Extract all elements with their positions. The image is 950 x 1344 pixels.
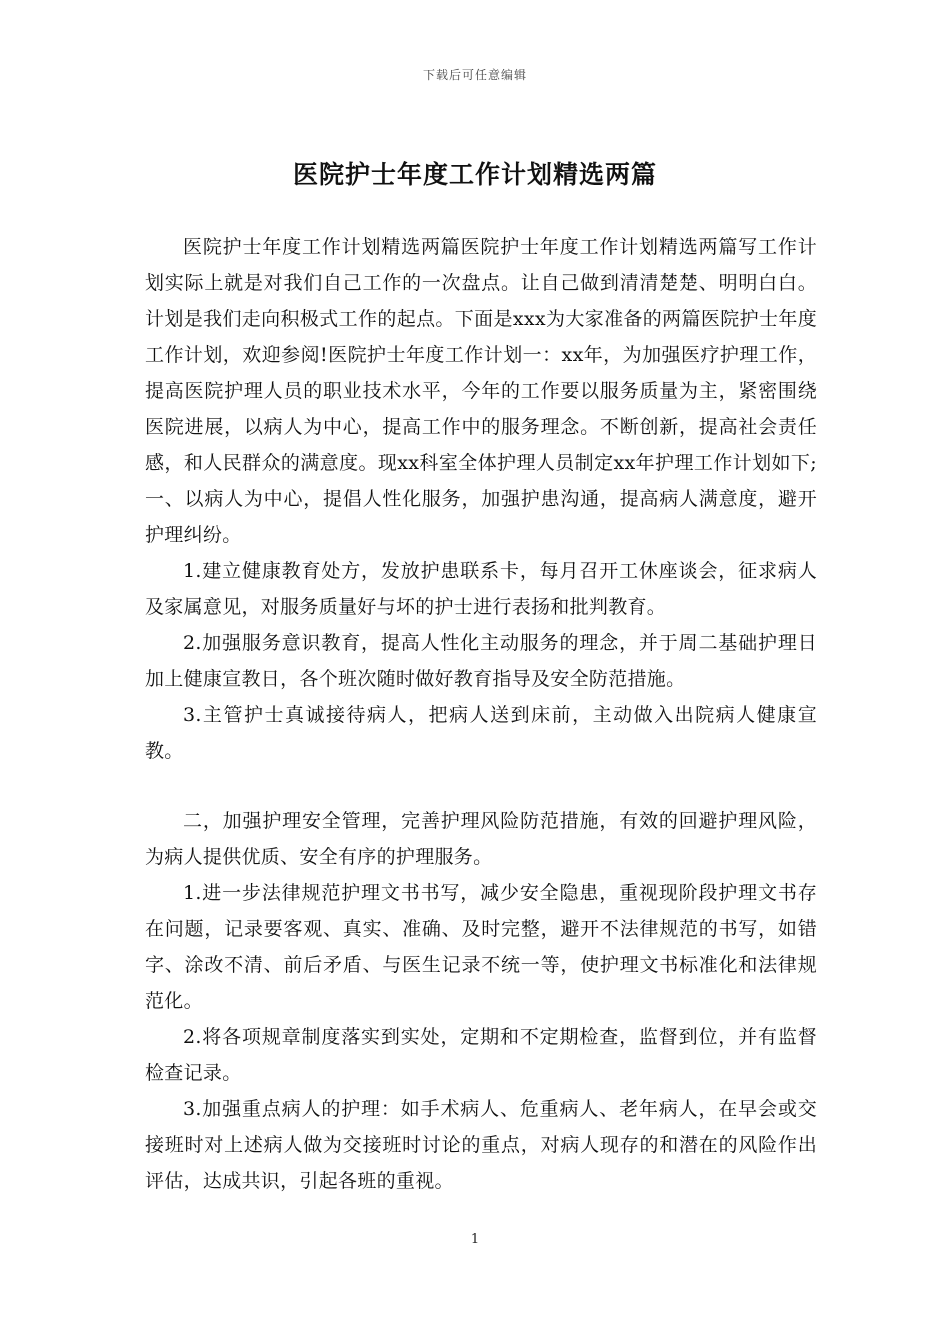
list-item: 1.进一步法律规范护理文书书写，减少安全隐患，重视现阶段护理文书存在问题，记录要客观、真实、准确、及时完整，避开不法律规范的书写，如错字、涂改不清、前后矛盾、与医生记录不统一等，使护理文书标准化和法律规范化。	[145, 882, 817, 1012]
intro-paragraph: 医院护士年度工作计划精选两篇医院护士年度工作计划精选两篇写工作计划实际上就是对我们自己工作的一次盘点。让自己做到清清楚楚、明明白白。计划是我们走向积极式工作的起点。下面是xxx为大家准备的两篇医院护士年度工作计划，欢迎参阅!医院护士年度工作计划一：xx年，为加强医疗护理工作，提高医院护理人员的职业技术水平，今年的工作要以服务质量为主，紧密围绕医院进展，以病人为中心，提高工作中的服务理念。不断创新，提高社会责任感，和人民群众的满意度。现xx科室全体护理人员制定xx年护理工作计划如下;一、以病人为中心，提倡人性化服务，加强护患沟通，提高病人满意度，避开护理纠纷。	[145, 236, 817, 546]
list-item: 2.加强服务意识教育，提高人性化主动服务的理念，并于周二基础护理日加上健康宣教日，各个班次随时做好教育指导及安全防范措施。	[145, 632, 817, 690]
page-number: 1	[470, 1232, 480, 1247]
list-item: 1.建立健康教育处方，发放护患联系卡，每月召开工休座谈会，征求病人及家属意见，对服务质量好与坏的护士进行表扬和批判教育。	[145, 560, 817, 618]
document-title: 医院护士年度工作计划精选两篇	[292, 160, 657, 189]
list-item: 3.主管护士真诚接待病人，把病人送到床前，主动做入出院病人健康宣教。	[145, 704, 817, 762]
list-item: 3.加强重点病人的护理：如手术病人、危重病人、老年病人，在早会或交接班时对上述病人做为交接班时讨论的重点，对病人现存的和潜在的风险作出评估，达成共识，引起各班的重视。	[145, 1098, 817, 1192]
download-note: 下载后可任意编辑	[422, 68, 527, 82]
list-item: 2.将各项规章制度落实到实处，定期和不定期检查，监督到位，并有监督检查记录。	[145, 1026, 817, 1084]
paragraph-spacer	[145, 769, 817, 803]
document-body	[145, 229, 817, 1199]
section-heading-paragraph: 二，加强护理安全管理，完善护理风险防范措施，有效的回避护理风险，为病人提供优质、安全有序的护理服务。	[145, 810, 817, 868]
